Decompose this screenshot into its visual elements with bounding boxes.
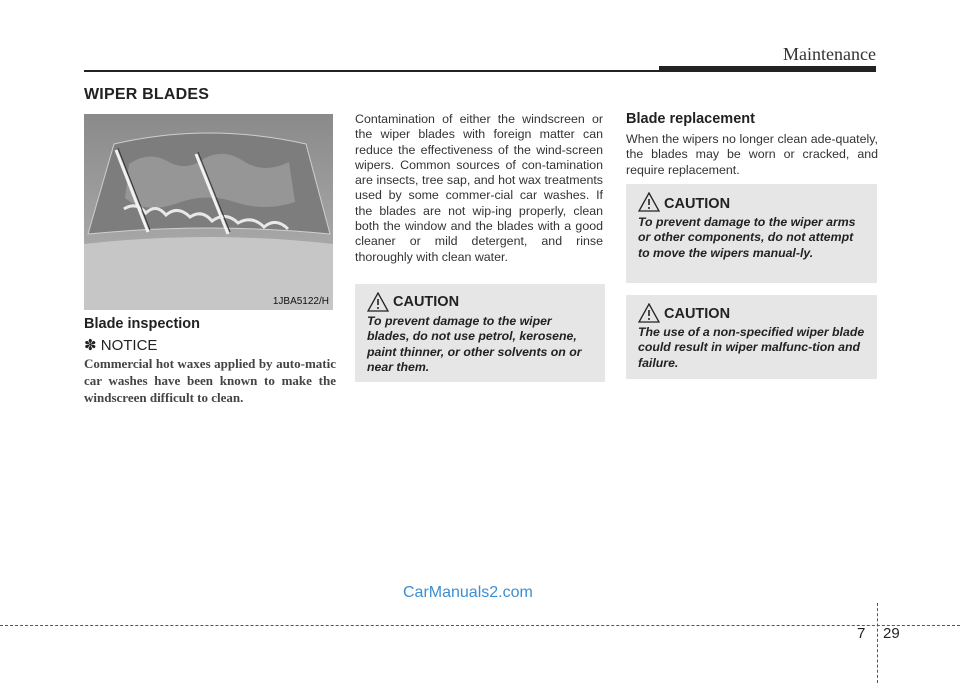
caution-text: To prevent damage to the wiper blades, do not use petrol, kerosene, paint thinner, or other solvents on or near them. <box>367 314 582 374</box>
header-rule <box>84 70 659 72</box>
blade-replacement-heading: Blade replacement <box>626 111 755 127</box>
watermark-link[interactable]: CarManuals2.com <box>403 584 533 601</box>
chapter-number: 7 <box>857 625 866 642</box>
footer-divider <box>877 603 878 683</box>
caution-box-wiper-arms <box>626 184 877 283</box>
blade-replacement-text: When the wipers no longer clean ade-quately, the blades may be worn or cracked, and require replacement. <box>626 132 878 177</box>
caution-box-non-specified-blade <box>626 295 877 379</box>
footer-rule <box>0 625 960 626</box>
caution-text: To prevent damage to the wiper arms or other components, do not attempt to move the wipers manual-ly. <box>638 215 856 260</box>
caution-box-solvents <box>355 284 605 382</box>
notice-text: Commercial hot waxes applied by auto-matic car washes have been known to make the windscreen difficult to clean. <box>84 356 336 405</box>
warning-triangle-icon <box>638 192 660 212</box>
windscreen-drawing <box>84 114 333 310</box>
caution-heading: CAUTION <box>664 306 731 322</box>
warning-triangle-icon <box>638 303 660 323</box>
contamination-text: Contamination of either the windscreen or the wiper blades with foreign matter can reduce the effectiveness of the wind-screen wipers. Common sources of con-tamination are insects, tree sap, and hot wax treatments used by some commer-cial car washes. If the blades are not wip-ing properly, clean both the window and the blades with a good cleaner or mild detergent, and rinse thoroughly with clean water. <box>355 112 603 264</box>
section-title: WIPER BLADES <box>84 86 210 103</box>
warning-triangle-icon <box>367 292 389 312</box>
caution-heading: CAUTION <box>664 196 731 212</box>
figure-code: 1JBA5122/H <box>272 296 329 307</box>
header-rule-thick <box>659 66 876 72</box>
page-number: 29 <box>883 625 900 642</box>
windscreen-wiper-illustration <box>84 114 333 310</box>
header-title: Maintenance <box>783 44 876 64</box>
blade-inspection-heading: Blade inspection <box>84 316 201 332</box>
caution-text: The use of a non-specified wiper blade could result in wiper malfunc-tion and failure. <box>638 325 865 370</box>
caution-heading: CAUTION <box>393 294 460 310</box>
notice-heading: ✽ NOTICE <box>84 337 158 354</box>
